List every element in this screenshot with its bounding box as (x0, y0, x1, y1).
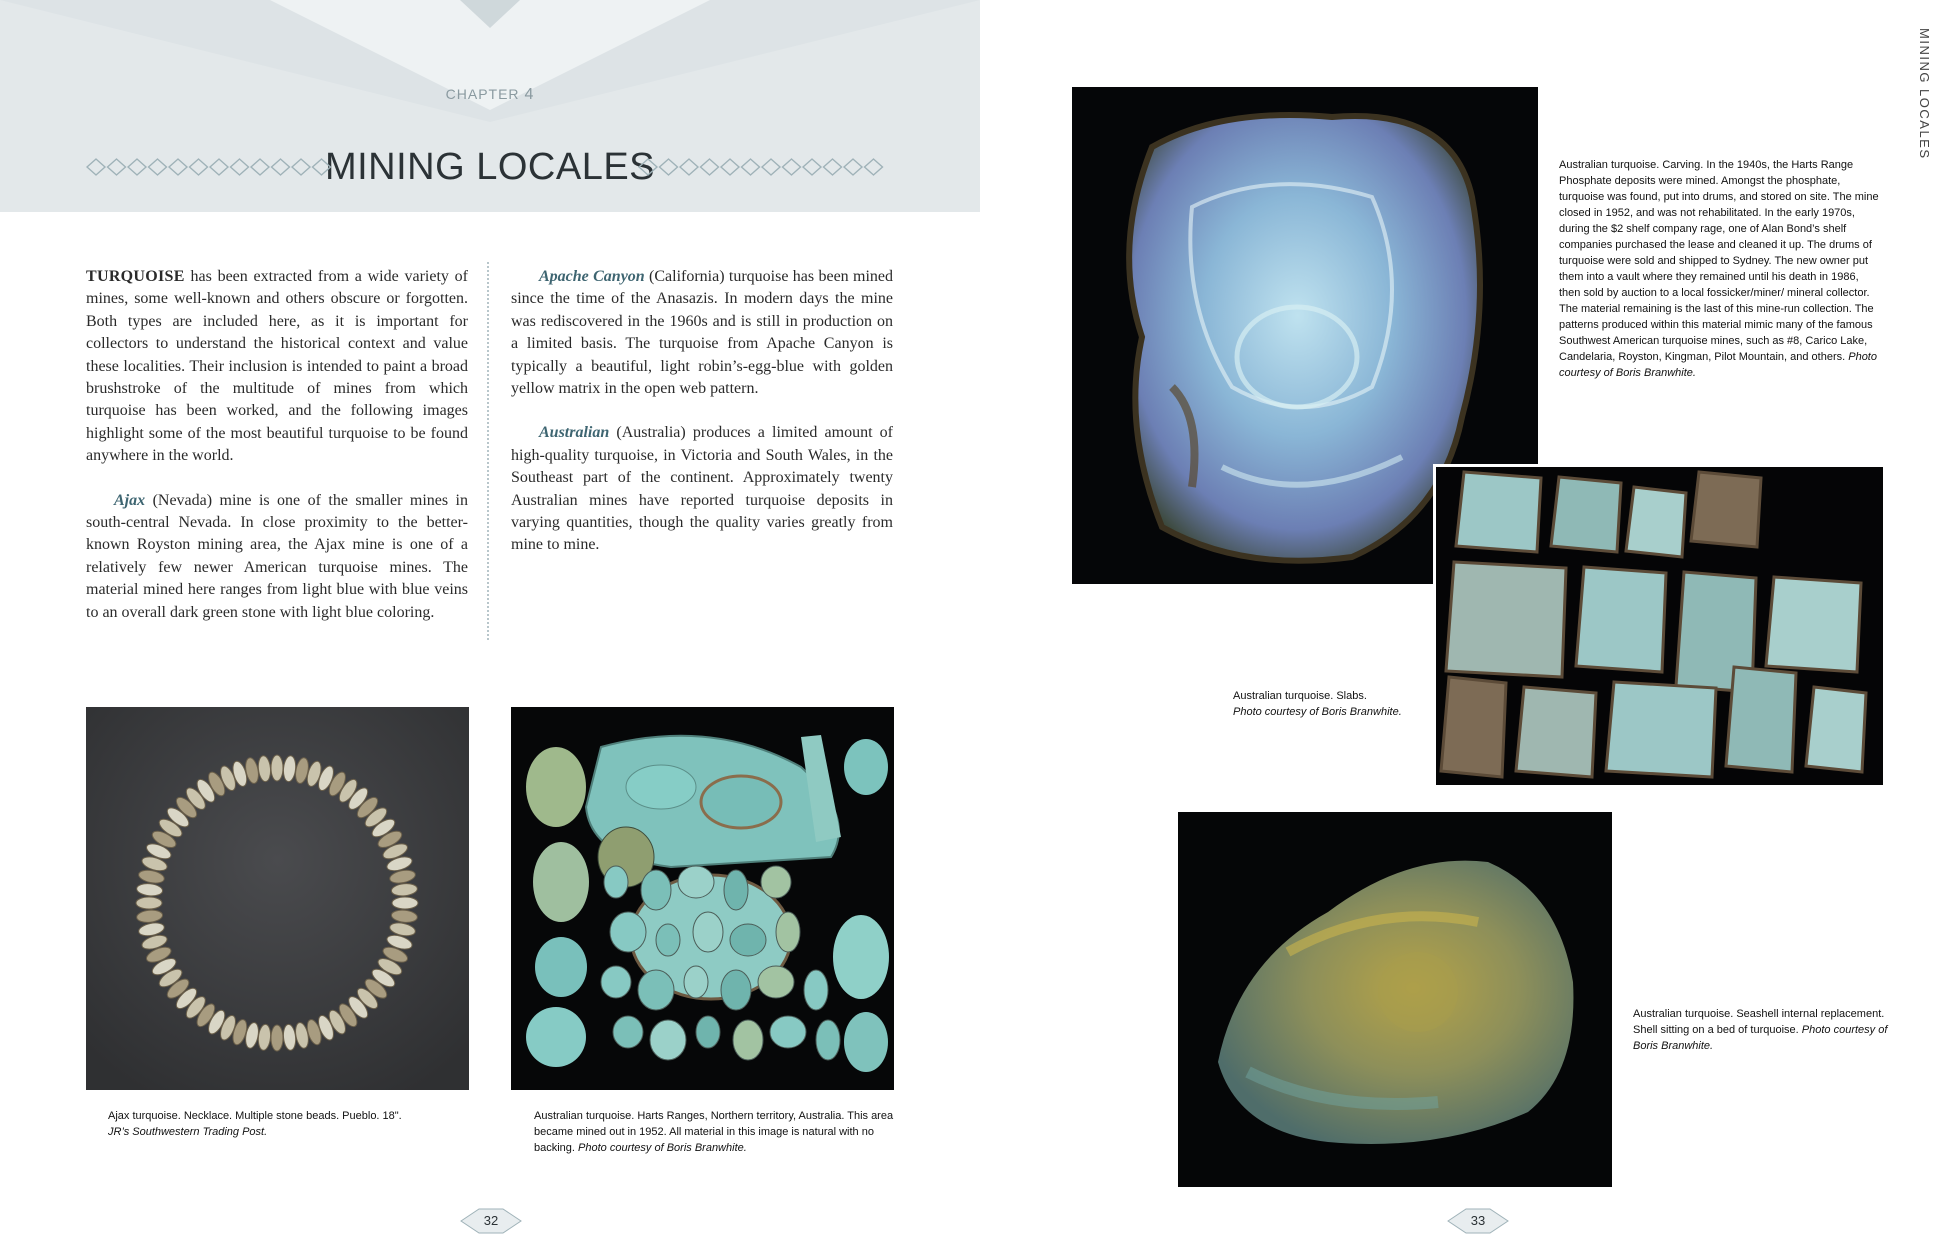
necklace-caption: Ajax turquoise. Necklace. Multiple stone beads. Pueblo. 18". JR’s Southwestern Trading Post. (108, 1110, 402, 1138)
ajax-paragraph: Ajax (Nevada) mine is one of the smaller mines in south-central Nevada. In close proximity to the better-known Royston mining area, the Ajax mine is one of a relatively few newer American turquoise mines. The material mined here ranges from light blue with blue veins to an overall dark green stone with light blue coloring. (86, 491, 468, 621)
right-diamond-border (638, 157, 894, 177)
column-divider (487, 262, 489, 640)
seashell-photo (1178, 812, 1612, 1187)
seashell-caption: Australian turquoise. Seashell internal replacement. Shell sitting on a bed of turquoise. Photo courtesy of Boris Branwhite. (1633, 1008, 1888, 1052)
carving-caption: Australian turquoise. Carving. In the 1940s, the Harts Range Phosphate deposits were mined. Amongst the phosphate, turquoise was found, put into drums, and stored on site. The mine closed in 1952, and was not rehabilitated. In the early 1970s, during the $2 shelf company rage, one of Alan Bond’s shelf companies purchased the lease and cleaned it up. The drums of turquoise were sold and shipped to Sydney. The new owner put them into a vault where they remained until his death in 1986, then sold by auction to a local fossicker/miner/ mineral collector. The material remaining is the last of this mine-run collection. The patterns produced within this material mimic many of the famous Southwest American turquoise mines, such as #8, Carico Lake, Candelaria, Royston, Kingman, Pilot Mountain, and others. Photo courtesy of Boris Branwhite. (1559, 159, 1879, 379)
text-column-right (511, 266, 893, 579)
chapter-label: CHAPTER 4 (445, 86, 535, 103)
page-number-right: 33 (1446, 1207, 1510, 1235)
slabs-photo (1433, 464, 1883, 785)
harts-ranges-caption: Australian turquoise. Harts Ranges, Northern territory, Australia. This area became mined out in 1952. All material in this image is natural with no backing. Photo courtesy of Boris Branwhite. (534, 1110, 894, 1154)
intro-paragraph: TURQUOISE has been extracted from a wide variety of mines, some well-known and others obscure or forgotten. Both types are included here, as it is important for collectors to understand the historical context and value these localities. Their inclusion is intended to paint a broad brushstroke of the multitude of mines from which turquoise has been worked, and the following images highlight some of the most beautiful turquoise to be found anywhere in the world. (86, 268, 468, 465)
chapter-title: MINING LOCALES (324, 146, 656, 188)
side-tab-label: MINING LOCALES (1917, 28, 1932, 160)
necklace-photo (86, 707, 469, 1090)
harts-ranges-photo (511, 707, 894, 1090)
apache-canyon-paragraph: Apache Canyon (California) turquoise has been mined since the time of the Anasazis. In modern days the mine was rediscovered in the 1960s and is still in production on a limited basis. The turquoise from Apache Canyon is typically a beautiful, light robin’s-egg-blue with golden yellow matrix in the open web pattern. (511, 268, 893, 398)
page-number-left: 32 (459, 1207, 523, 1235)
text-column-left (86, 266, 468, 646)
slabs-caption: Australian turquoise. Slabs. Photo courtesy of Boris Branwhite. (1233, 690, 1402, 718)
australian-paragraph: Australian (Australia) produces a limited amount of high-quality turquoise, in Victoria and South Wales, in the Southeast part of the continent. Approximately twenty Australian mines have reported turquoise deposits in varying quantities, though the quality varies greatly from mine to mine. (511, 424, 893, 554)
left-diamond-border (86, 157, 342, 177)
